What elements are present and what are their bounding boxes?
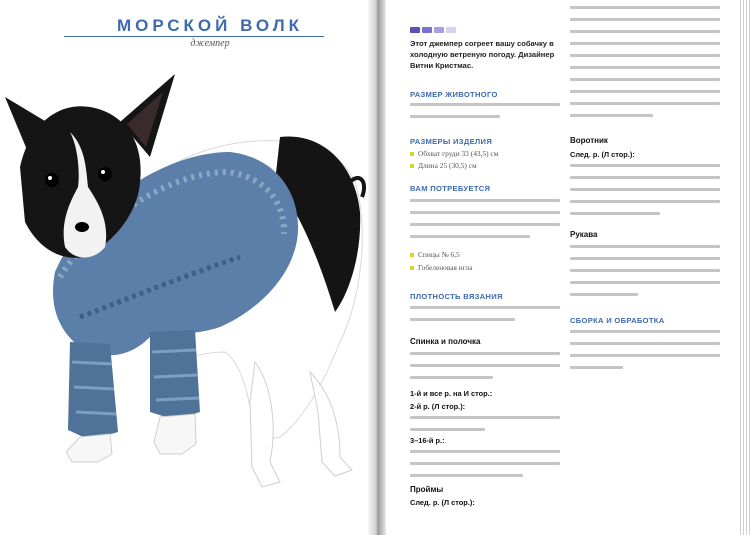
heading-collar: Воротник — [570, 136, 608, 145]
difficulty-swatches — [410, 27, 456, 33]
size-chest-text: Обхват груди 33 (43,5) см — [418, 149, 499, 158]
row-2-label: 2-й р. (Л стор.): — [410, 402, 466, 411]
gauge-text — [410, 306, 560, 330]
bullet-icon — [410, 164, 414, 168]
bullet-icon — [410, 266, 414, 270]
tapestry-needle-text: Гобеленовая игла — [418, 263, 473, 272]
heading-assembly: СБОРКА И ОБРАБОТКА — [570, 316, 665, 325]
left-page — [0, 0, 372, 535]
heading-animal-size: РАЗМЕР ЖИВОТНОГО — [410, 90, 498, 99]
sleeves-text — [570, 245, 720, 305]
needles-text: Спицы № 6,5 — [418, 250, 460, 259]
swatch — [410, 27, 420, 33]
row-1-label: 1-й и все р. на И стор.: — [410, 389, 493, 398]
size-length-item — [410, 161, 477, 170]
size-length-text: Длина 25 (30,5) см — [418, 161, 477, 170]
collar-text — [570, 164, 720, 224]
heading-gauge: ПЛОТНОСТЬ ВЯЗАНИЯ — [410, 292, 503, 301]
page-subtitle: джемпер — [190, 38, 230, 49]
heading-sleeves: Рукава — [570, 230, 598, 239]
rows-3-16-label: 3–16-й р.: — [410, 436, 445, 445]
swatch — [434, 27, 444, 33]
collar-row-label: След. р. (Л стор.): — [570, 150, 635, 159]
rows-3-16-text — [410, 450, 560, 486]
right-page — [386, 0, 750, 535]
back-front-text — [410, 352, 560, 388]
intro-text: Этот джемпер согреет вашу собачку в холодную ветреную погоду. Дизайнер Витни Кристмас. — [410, 39, 555, 70]
animal-size-text — [410, 103, 560, 127]
title-rule — [64, 36, 324, 37]
swatch — [446, 27, 456, 33]
armholes-row-label: След. р. (Л стор.): — [410, 498, 475, 507]
needles-item — [410, 250, 460, 259]
heading-armholes: Проймы — [410, 485, 444, 494]
bullet-icon — [410, 253, 414, 257]
bullet-icon — [410, 152, 414, 156]
materials-text — [410, 199, 560, 247]
page-edge — [738, 0, 750, 535]
dog-photo — [0, 62, 372, 532]
swatch — [422, 27, 432, 33]
assembly-text — [570, 330, 720, 378]
armholes-continued-text — [570, 6, 720, 126]
size-chest-item — [410, 149, 498, 158]
book-gutter — [368, 0, 386, 535]
heading-materials: ВАМ ПОТРЕБУЕТСЯ — [410, 184, 491, 193]
tapestry-needle-item — [410, 263, 472, 272]
heading-sizes: РАЗМЕРЫ ИЗДЕЛИЯ — [410, 137, 493, 146]
heading-back-front: Спинка и полочка — [410, 337, 481, 346]
page-title: МОРСКОЙ ВОЛК — [116, 16, 304, 35]
